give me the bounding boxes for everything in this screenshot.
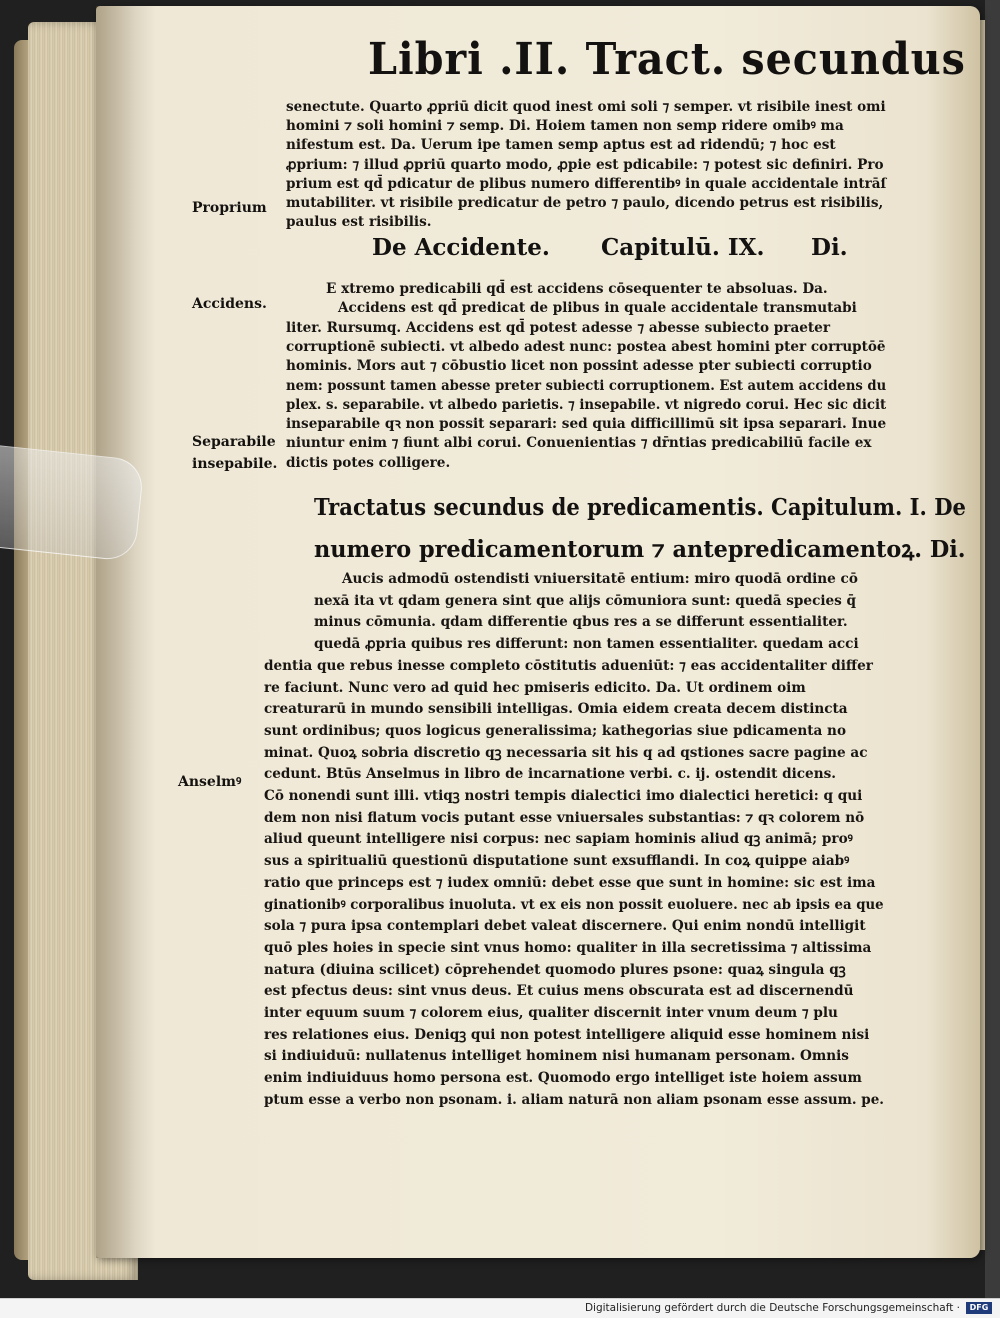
text-line: minus cōmunia. qdam differentie qbus res a se differunt essentialiter.: [314, 614, 848, 631]
text-line: inter equum suum ⁊ colorem eius, qualiter discernit inter vnum deum ⁊ plu: [264, 1005, 838, 1021]
text-line: paulus est risibilis.: [286, 214, 432, 231]
chapter-number: Capitulū. IX.: [601, 234, 765, 261]
text-line: nem: possunt tamen abesse preter subiecti corruptionem. Est autem accidens du: [286, 377, 887, 394]
text-line: dentia que rebus inesse completo cōstitutis adueniūt: ⁊ eas accidentaliter differ: [264, 657, 873, 674]
text-line: minat. Quoꝝ sobria discretio qꝫ necessaria sit his q ad qstiones sacre pagine ac: [264, 744, 868, 761]
dfg-logo: DFG: [966, 1302, 992, 1314]
tractatus-heading-line1: Tractatus secundus de predicamentis. Capitulum. I. De: [314, 494, 966, 521]
text-line: sola ⁊ pura ipsa contemplari debet valeat discernere. Qui enim nondū intelligit: [264, 918, 866, 935]
marginal-note-anselmus: Anselmꝰ: [178, 774, 242, 790]
text-line: nexā ita vt qdam genera sint que alijs cōmuniora sunt: quedā species q̄: [314, 592, 857, 609]
funding-credit: Digitalisierung gefördert durch die Deutsche Forschungsgemeinschaft ·: [584, 1302, 960, 1314]
text-line: dictis potes colligere.: [286, 454, 451, 471]
book-page: [96, 6, 980, 1258]
text-line: dem non nisi flatum vocis putant esse vniuersales substantias: ⁊ qꝛ colorem nō: [264, 809, 865, 826]
text-line: corruptionē subiecti. vt albedo adest nunc: postea abest homini pter corruptōē: [286, 338, 886, 355]
text-line: est pfectus deus: sint vnus deus. Et cuius mens obscurata est ad discernendū: [264, 983, 854, 1000]
tractatus-heading-line2: numero predicamentorum ⁊ antepredicamentoꝝ. Di.: [314, 536, 966, 563]
text-line: enim indiuiduus homo persona est. Quomodo ergo intelliget iste hoiem assum: [264, 1070, 862, 1087]
text-line: si indiuiduū: nullatenus intelliget hominem nisi humanam personam. Omnis: [264, 1048, 849, 1065]
text-line: liter. Rursumq. Accidens est qd̄ potest adesse ⁊ abesse subiecto praeter: [286, 319, 830, 336]
text-line: re faciunt. Nunc vero ad quid hec pmiseris edicito. Da. Ut ordinem oim: [264, 679, 806, 696]
text-line: res relationes eius. Deniqꝫ qui non potest intelligere aliquid esse hominem nisi: [264, 1026, 870, 1043]
glass-page-weight: [0, 444, 145, 562]
running-head: Libri .II. Tract. secundus: [368, 34, 966, 85]
text-line: plex. s. separabile. vt albedo parietis. ⁊ insepabile. vt nigredo corui. Hec sic dicit: [286, 396, 887, 413]
text-line: ginationibꝰ corporalibus inuoluta. vt ex eis non possit euoluere. nec ab ipsis ea que: [264, 896, 884, 913]
text-line: Aucis admodū ostendisti vniuersitatē entium: miro quodā ordine cō: [342, 571, 858, 587]
text-line: Cō nonendi sunt illi. vtiqꝫ nostri tempis dialectici imo dialectici heretici: q qui: [264, 788, 863, 804]
text-line: creaturarū in mundo sensibili intelligas. Omia eidem creata decem distincta: [264, 701, 848, 718]
text-line: quedā ꝓpria quibus res differunt: non tamen essentialiter. quedam acci: [314, 636, 859, 653]
text-line: inseparabile qꝛ non possit separari: sed quia difficillimū sit ipsa separari. Inue: [286, 416, 887, 433]
chapter-title: De Accidente.: [372, 234, 550, 261]
text-line: quō ples hoies in specie sint vnus homo: qualiter in illa secretissima ⁊ altissima: [264, 939, 872, 956]
text-line: ratio que princeps est ⁊ iudex omniū: debet esse que sunt in homine: sic est ima: [264, 874, 876, 891]
text-line: sunt ordinibus; quos logicus generalissima; kathegorias siue pdicamenta no: [264, 722, 847, 739]
text-line: sus a spiritualiū questionū disputatione sunt exsufflandi. In coꝝ quippe aiabꝰ: [264, 853, 850, 870]
text-line: senectute. Quarto ꝓpriū dicit quod inest omi soli ⁊ semper. vt risibile inest omi: [286, 99, 886, 115]
marginal-note-proprium: Proprium: [192, 200, 267, 216]
text-line: hominis. Mors aut ⁊ cōbustio licet non possint adesse pter subiecti corruptio: [286, 358, 872, 375]
marginal-note-accidens: Accidens.: [192, 296, 267, 312]
marginal-note-separabile: Separabile: [192, 434, 276, 450]
text-line: niuntur enim ⁊ fiunt albi corui. Conuenientias ⁊ dr̄ntias predicabiliū facile ex: [286, 435, 872, 452]
marginal-note-inseparabile: insepabile.: [192, 456, 278, 472]
text-line: prium est qd̄ pdicatur de plibus numero differentibꝰ in quale accidentale intrāſ: [286, 175, 887, 192]
text-line: ꝓprium: ⁊ illud ꝓpriū quarto modo, ꝓpie est pdicabile: ⁊ potest sic definiri. Pro: [286, 156, 884, 173]
text-line: nifestum est. Da. Uerum ipe tamen semp aptus est ad ridendū; ⁊ hoc est: [286, 137, 836, 154]
text-line: ptum esse a verbo non psonam. i. aliam naturā non aliam psonam esse assum. pe.: [264, 1091, 884, 1108]
text-line: aliud queunt intelligere nisi corpus: nec sapiam hominis aliud qꝫ animā; proꝰ: [264, 831, 853, 848]
chapter-speaker: Di.: [811, 234, 848, 261]
background-strip: [985, 0, 1000, 1298]
text-line: natura (diuina scilicet) cōprehendet quomodo plures psone: quaꝝ singula qꝫ: [264, 961, 846, 978]
text-line: E xtremo predicabili qd̄ est accidens cōsequenter te absoluas. Da.: [326, 281, 828, 297]
text-line: cedunt. Btūs Anselmus in libro de incarnatione verbi. c. ij. ostendit dicens.: [264, 766, 836, 783]
footer-bar: [0, 1298, 1000, 1318]
text-line: homini ⁊ soli homini ⁊ semp. Di. Hoiem tamen non semp ridere omibꝰ ma: [286, 118, 844, 135]
text-line: mutabiliter. vt risibile predicatur de petro ⁊ paulo, dicendo petrus est risibilis,: [286, 195, 884, 211]
text-line: Accidens est qd̄ predicat de plibus in quale accidentale transmutabi: [338, 300, 857, 317]
